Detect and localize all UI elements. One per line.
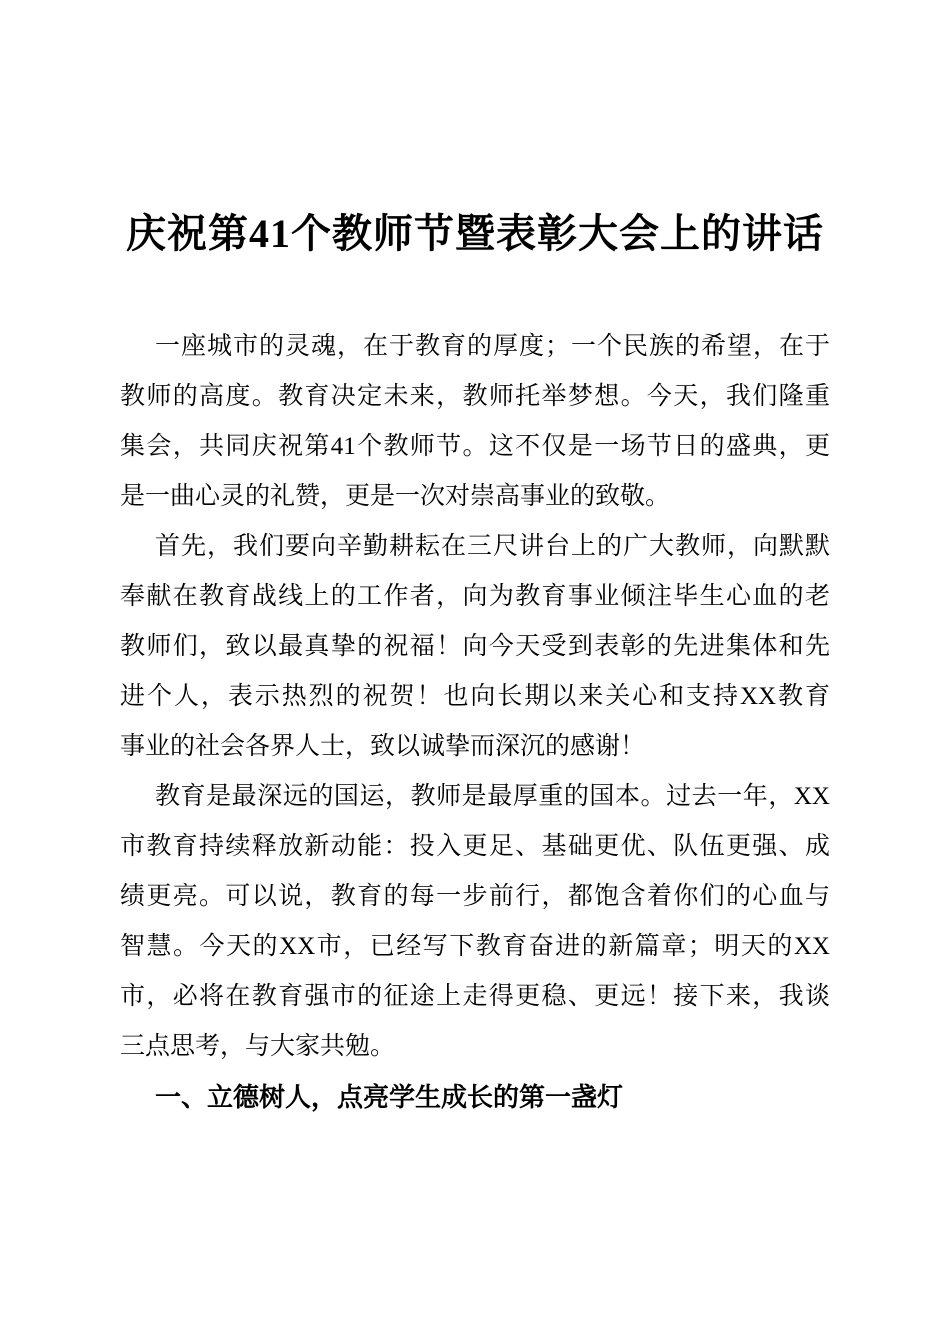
body-paragraph (120, 772, 830, 1072)
text-line: 教育是最深远的国运，教师是最厚重的国本。过去一年，XX (155, 783, 830, 810)
text-line: 事业的社会各界人士，致以诚挚而深沉的感谢！ (120, 733, 646, 760)
text-line: 进个人，表示热烈的祝贺！也向长期以来关心和支持XX教育 (120, 683, 830, 710)
text-line: 教师的高度。教育决定未来，教师托举梦想。今天，我们隆重 (120, 383, 830, 410)
document-title: 庆祝第41个教师节暨表彰大会上的讲话 (126, 211, 824, 256)
body-paragraph (120, 522, 830, 772)
text-line: 集会，共同庆祝第41个教师节。这不仅是一场节日的盛典，更 (120, 433, 830, 460)
text-line: 三点思考，与大家共勉。 (120, 1033, 396, 1060)
text-line: 首先，我们要向辛勤耕耘在三尺讲台上的广大教师，向默默 (155, 533, 830, 560)
text-line: 一、立德树人，点亮学生成长的第一盏灯 (155, 1082, 624, 1112)
body-paragraph (120, 322, 830, 522)
text-line: 绩更亮。可以说，教育的每一步前行，都饱含着你们的心血与 (120, 883, 830, 910)
text-line: 奉献在教育战线上的工作者，向为教育事业倾注毕生心血的老 (120, 583, 830, 610)
text-line: 市教育持续释放新动能：投入更足、基础更优、队伍更强、成 (120, 833, 830, 860)
text-line: 是一曲心灵的礼赞，更是一次对崇高事业的致敬。 (120, 483, 671, 510)
text-line: 一座城市的灵魂，在于教育的厚度；一个民族的希望，在于 (155, 333, 830, 360)
document-body (120, 322, 830, 1122)
text-line: 教师们，致以最真挚的祝福！向今天受到表彰的先进集体和先 (120, 633, 830, 660)
section-heading (120, 1072, 830, 1122)
text-line: 智慧。今天的XX市，已经写下教育奋进的新篇章；明天的XX (120, 933, 830, 960)
text-line: 市，必将在教育强市的征途上走得更稳、更远！接下来，我谈 (120, 983, 830, 1010)
